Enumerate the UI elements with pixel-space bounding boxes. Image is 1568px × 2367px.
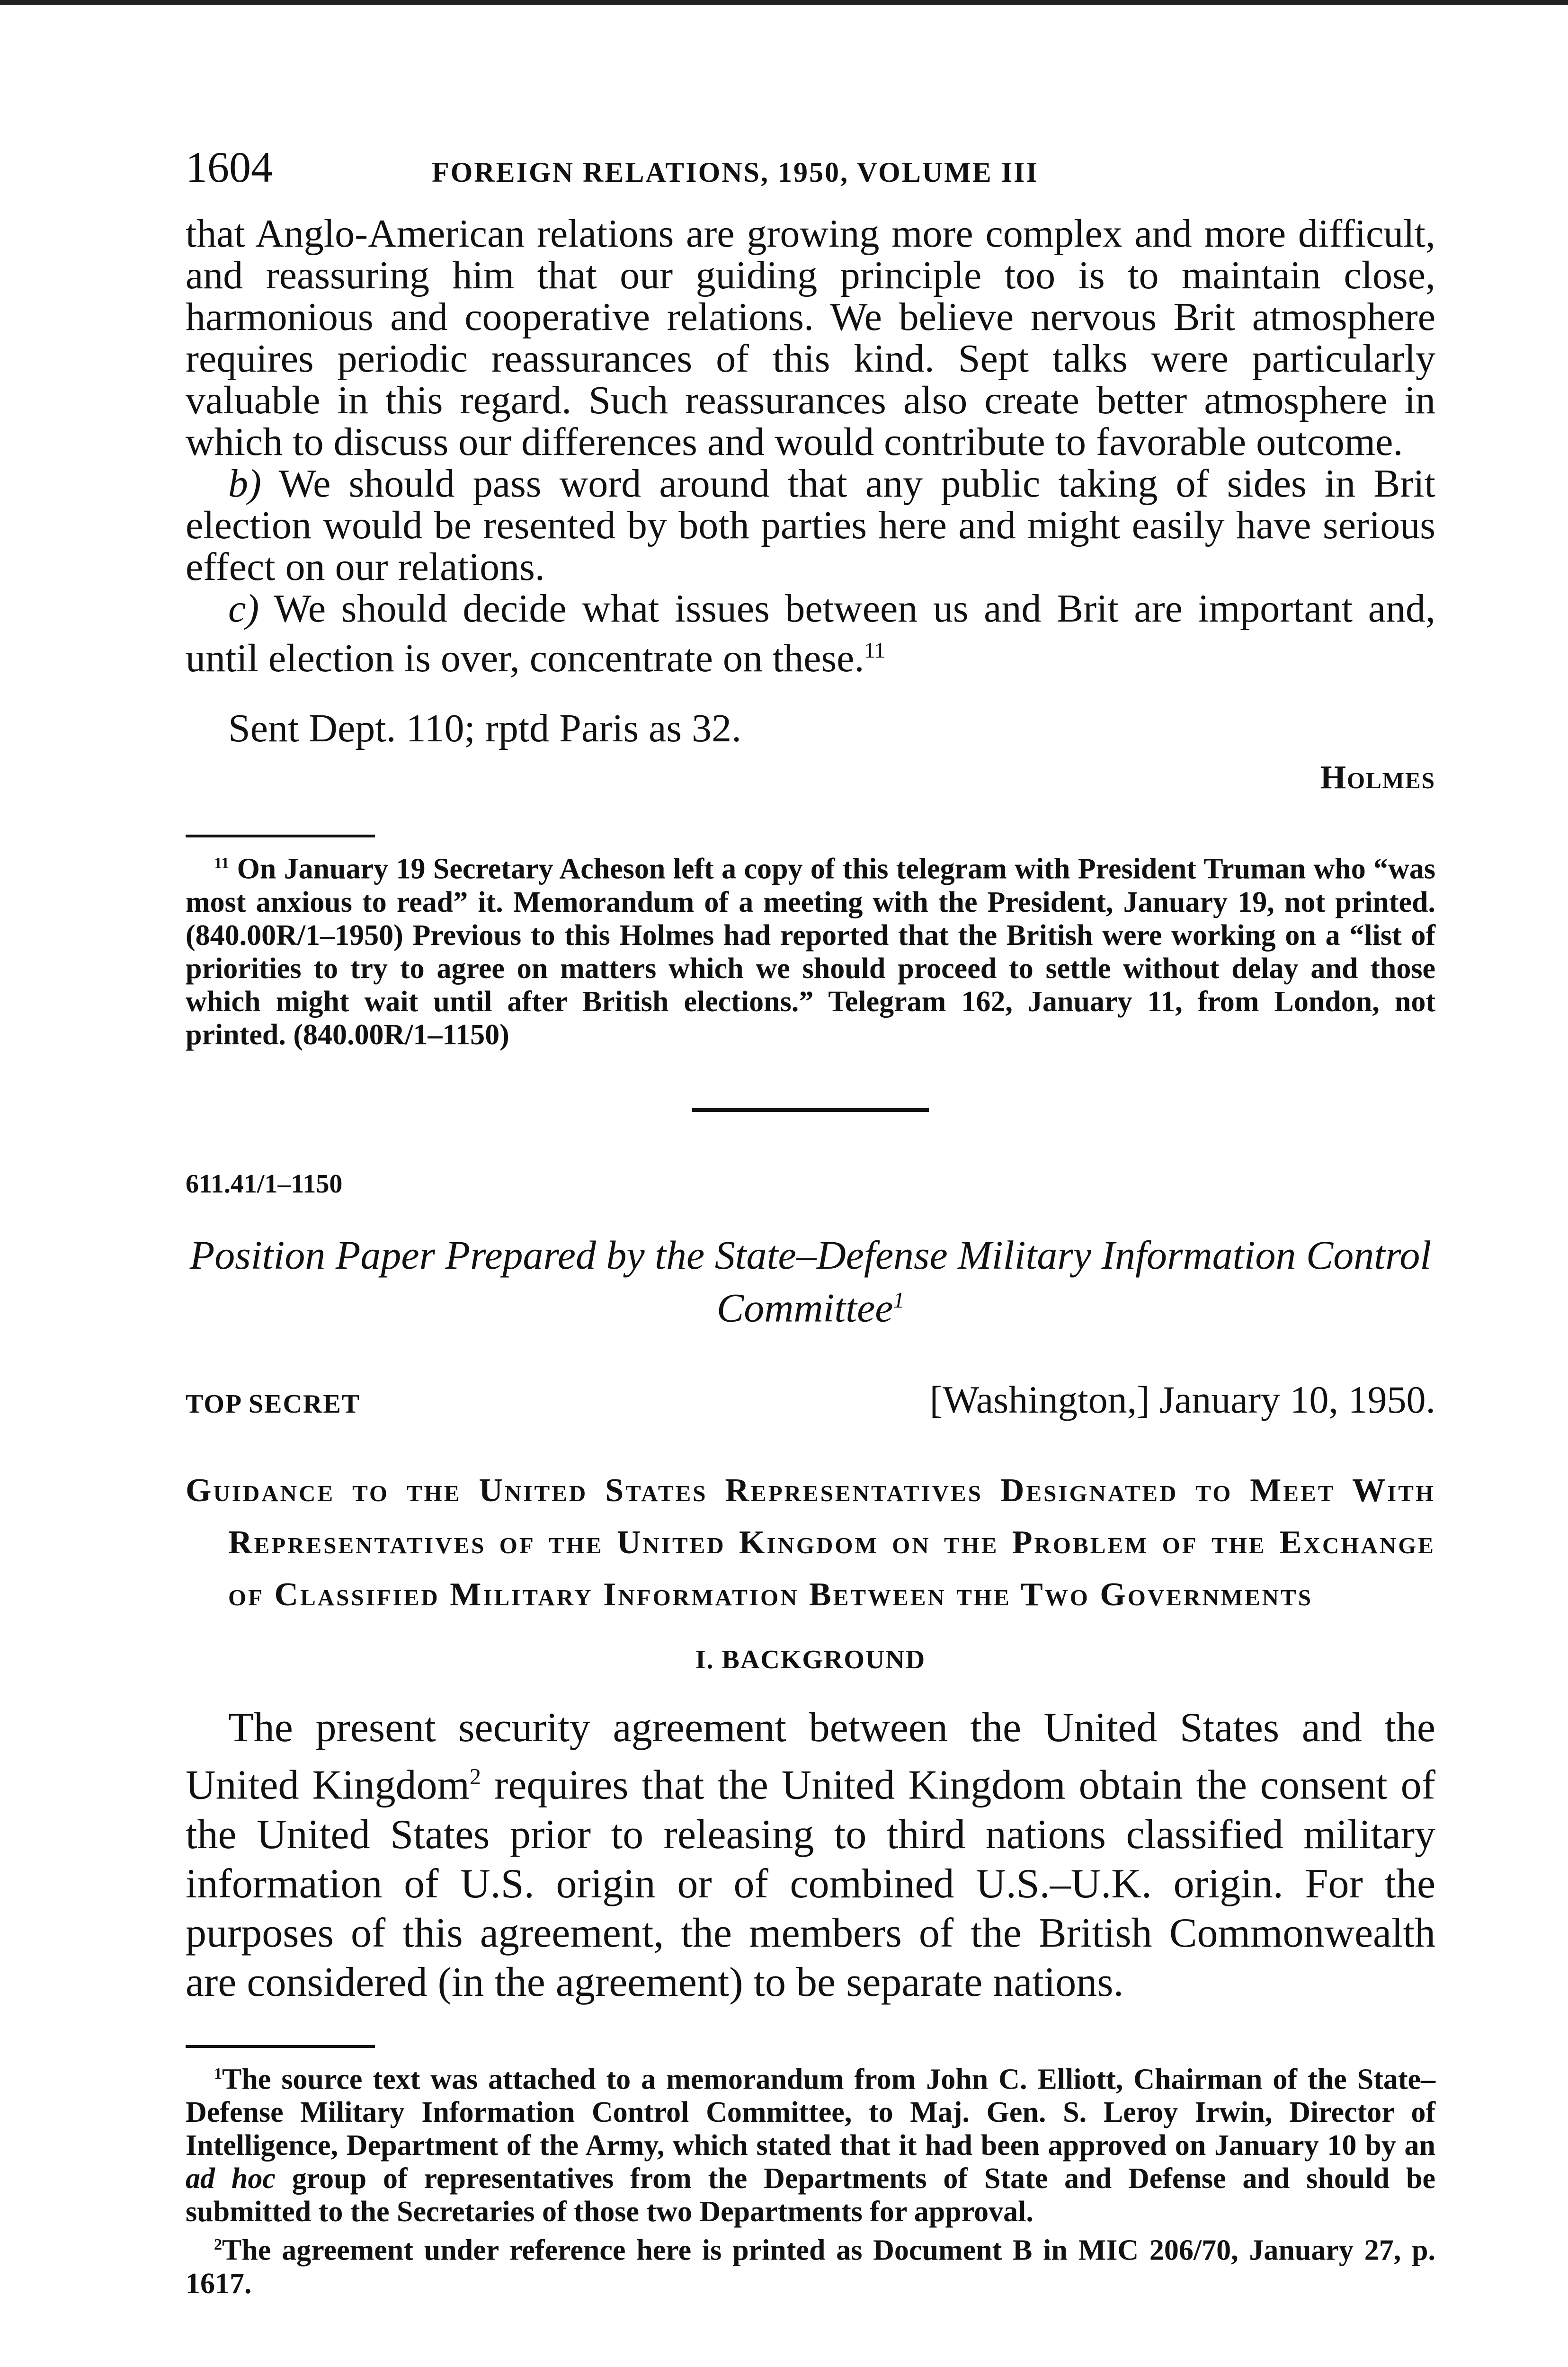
footnote-1-italic: ad hoc [186, 2162, 276, 2195]
signature: Holmes [1320, 759, 1435, 796]
footnote-rule-bottom [186, 2045, 375, 2048]
document-title-text: Position Paper Prepared by the State–Defense Military Information Control Committee [189, 1232, 1432, 1331]
top-border-rule [0, 0, 1568, 5]
document-title [186, 1232, 1435, 1331]
page [186, 142, 1435, 2300]
sent-line: Sent Dept. 110; rptd Paris as 32. [228, 706, 742, 750]
footnote-ref-1: 1 [893, 1288, 905, 1313]
footnote-11 [186, 847, 1435, 1051]
footnote-1 [186, 2057, 1435, 2229]
item-c-text: We should decide what issues between us and Brit are important and, until election is over, concentrate on these. [186, 587, 1435, 680]
page-number: 1604 [186, 143, 273, 191]
footnote-2-text: The agreement under reference here is printed as Document B in MIC 206/70, January 27, p. 1617. [186, 2234, 1435, 2300]
background-paragraph [186, 1703, 1435, 2007]
page-header [186, 142, 1435, 213]
classification: TOP SECRET [186, 1389, 361, 1419]
section-heading: I. BACKGROUND [695, 1645, 926, 1675]
background-text-1: The present security agreement between the United States and the United Kingdom [186, 1705, 1435, 1808]
item-b-marker: b) [228, 462, 261, 506]
footnote-1-number: 1 [214, 2064, 223, 2082]
footnote-rule [186, 835, 375, 837]
footnote-11-number: 11 [214, 854, 230, 872]
telegram-paragraph [186, 213, 1435, 463]
item-b-text: We should pass word around that any public taking of sides in Brit election would be resented by both parties here and might easily have serious effect on our relations. [186, 462, 1435, 589]
footnote-2-number: 2 [214, 2236, 223, 2254]
footnote-1-text-b: group of representatives from the Departments of State and Defense and should be submitted to the Secretaries of those two Departments for approval. [186, 2162, 1435, 2228]
section-divider [692, 1108, 929, 1112]
running-head: FOREIGN RELATIONS, 1950, VOLUME III [432, 157, 1039, 188]
file-number: 611.41/1–1150 [186, 1169, 343, 1199]
item-c-marker: c) [228, 587, 259, 631]
guidance-heading: Guidance to the United States Representatives Designated to Meet With Representatives of the United Kingdom on the Problem of the Exchange of Classified Military Information Between the Two Governments [186, 1472, 1435, 1613]
telegram-item-c [186, 588, 1435, 679]
footnote-ref-2: 2 [469, 1764, 481, 1790]
footnote-1-text-a: The source text was attached to a memorandum from John C. Elliott, Chairman of the State–Defense Military Information Control Committee, to Maj. Gen. S. Leroy Irwin, Director of Intelligence, Department of the Army, which stated that it had been approved on January 10 by an [186, 2063, 1435, 2162]
background-text-2: requires that the United Kingdom obtain the consent of the United States prior to releasing to third nations classified military information of U.S. origin or of combined U.S.–U.K. origin. For the purposes of this agreement, the members of the British Commonwealth are considered (in the agreement) to be separate nations. [186, 1762, 1435, 2005]
footnote-11-text: On January 19 Secretary Acheson left a copy of this telegram with President Truman who “was most anxious to read” it. Memorandum of a meeting with the President, January 19, not printed. (840.00R/1–1950) Previous to this Holmes had reported that the British were working on a “list of priorities to try to agree on matters which we should proceed to settle without delay and those which might wait until after British elections.” Telegram 162, January 11, from London, not printed. (840.00R/1–1150) [186, 853, 1435, 1051]
telegram-p1-text: that Anglo-American relations are growing more complex and more difficult, and reassuring him that our guiding principle too is to maintain close, harmonious and cooperative relations. We believe nervous Brit atmosphere requires periodic reassurances of this kind. Sept talks were particularly valuable in this regard. Such reassurances also create better atmosphere in which to discuss our differences and would contribute to favorable outcome. [186, 212, 1435, 464]
footnote-ref-11: 11 [864, 638, 885, 662]
dateline: [Washington,] January 10, 1950. [929, 1378, 1435, 1422]
telegram-item-b [186, 463, 1435, 588]
classification-row [186, 1378, 1435, 1422]
footnote-2 [186, 2228, 1435, 2300]
